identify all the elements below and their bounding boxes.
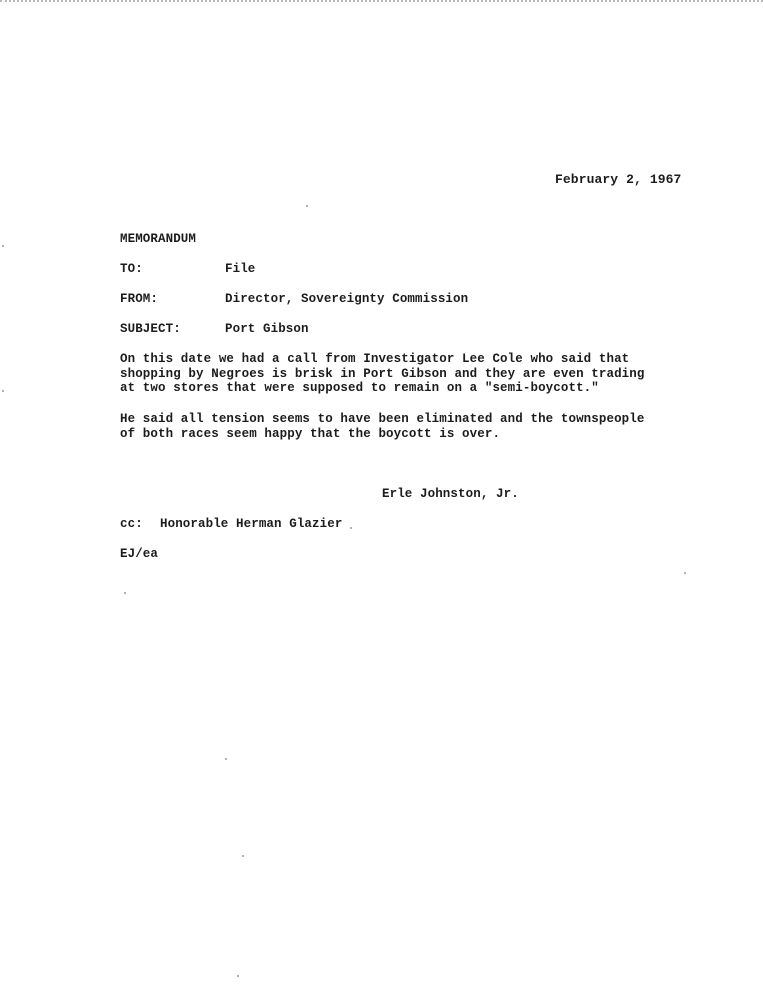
paper-speck: [237, 975, 239, 977]
paper-speck: [350, 527, 352, 529]
paper-speck: [2, 390, 4, 392]
cc-label: cc:: [120, 517, 143, 531]
memo-paragraph-1: [120, 352, 660, 396]
paper-speck: [225, 758, 227, 760]
to-label: TO:: [120, 262, 143, 276]
paper-speck: [242, 855, 244, 857]
perforation-edge: [0, 0, 763, 6]
paper-speck: [124, 592, 126, 594]
subject-label: SUBJECT:: [120, 322, 181, 336]
paper-speck: [684, 572, 686, 574]
paragraph-line: at two stores that were supposed to remain on a "semi-boycott.": [120, 381, 599, 395]
paragraph-line: of both races seem happy that the boycott is over.: [120, 426, 501, 441]
paragraph-line: On this date we had a call from Investigator Lee Cole who said that: [120, 352, 630, 366]
subject-value: Port Gibson: [225, 322, 309, 336]
from-label: FROM:: [120, 292, 159, 306]
signature-name: Erle Johnston, Jr.: [382, 487, 519, 501]
from-value: Director, Sovereignty Commission: [225, 292, 469, 306]
memo-date: February 2, 1967: [555, 172, 682, 187]
typist-initials: EJ/ea: [120, 547, 159, 561]
memo-heading: MEMORANDUM: [120, 232, 197, 246]
paper-speck: [306, 205, 308, 207]
memo-paragraph-2: [120, 412, 660, 441]
paper-speck: [2, 245, 4, 247]
to-value: File: [225, 262, 256, 276]
paragraph-line: shopping by Negroes is brisk in Port Gibson and they are even trading: [120, 366, 645, 381]
cc-recipient: Honorable Herman Glazier: [160, 517, 343, 531]
paragraph-line: He said all tension seems to have been eliminated and the townspeople: [120, 412, 645, 426]
